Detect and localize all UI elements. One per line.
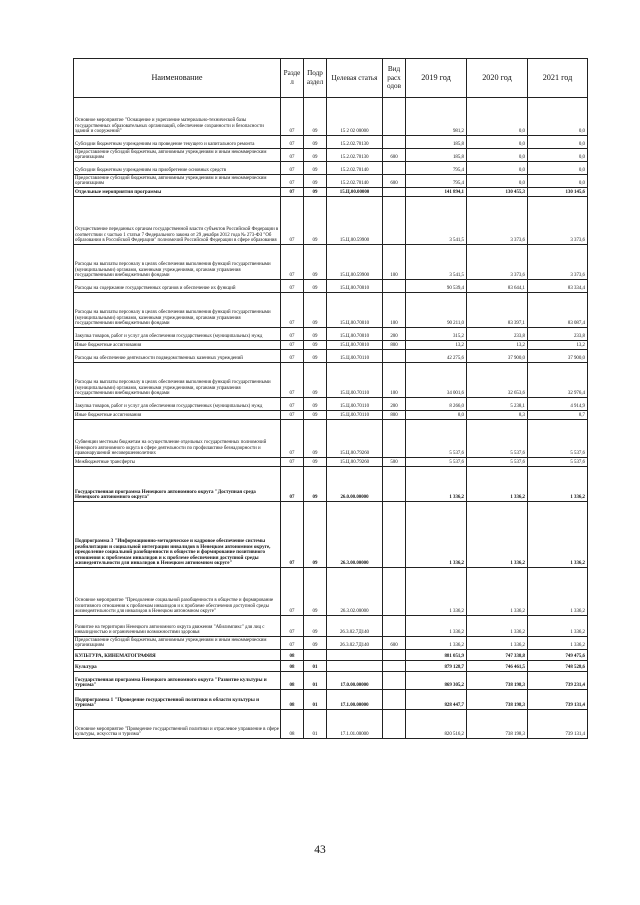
row-name-cell: Государственная программа Ненецкого автономного округа "Доступная среда Ненецкого автономного округа" [74,467,281,502]
row-section-cell: 07 [281,328,304,341]
row-2021-cell: 0,0 [528,98,588,136]
row-target-cell: 15.2.02.70130 [327,136,383,149]
row-expense-type-cell: 800 [383,411,406,420]
row-2021-cell: 13,2 [528,341,588,350]
row-name-cell: Субсидии бюджетным учреждениям на проведение текущего и капитального ремонта [74,136,281,149]
row-name-cell: Закупка товаров, работ и услуг для обеспечения государственных (муниципальных) нужд [74,328,281,341]
row-expense-type-cell [383,672,406,690]
row-2021-cell: 748 528,6 [528,661,588,672]
row-subsection-cell: 09 [304,350,327,363]
row-2021-cell: 1 336,2 [528,467,588,502]
table-row [74,458,588,467]
row-subsection-cell: 01 [304,672,327,690]
row-2020-cell: 5 537,6 [467,420,528,458]
row-2021-cell: 130 145,6 [528,188,588,197]
row-2021-cell: 0,0 [528,136,588,149]
row-expense-type-cell: 600 [383,149,406,162]
row-2020-cell: 0,0 [467,162,528,175]
row-expense-type-cell: 100 [383,293,406,328]
row-name-cell: Предоставление субсидий бюджетным, автономным учреждениям и иным некоммерческим организациям [74,175,281,188]
row-target-cell [327,661,383,672]
row-target-cell: 26.3.02.7Д140 [327,637,383,650]
row-2019-cell: 8,0 [406,411,467,420]
row-target-cell: 26.3.02.00000 [327,568,383,616]
budget-table-sheet [73,58,587,739]
row-subsection-cell: 09 [304,420,327,458]
row-subsection-cell [304,650,327,661]
row-2019-cell: 42 275,6 [406,350,467,363]
table-row [74,245,588,280]
row-2019-cell: 3 541,5 [406,245,467,280]
row-target-cell: 15.Ц.00.70010 [327,280,383,293]
row-subsection-cell: 09 [304,568,327,616]
row-2020-cell: 0,0 [467,149,528,162]
row-2019-cell: 5 537,6 [406,458,467,467]
table-row [74,467,588,502]
row-subsection-cell: 09 [304,188,327,197]
row-2019-cell: 1 336,2 [406,616,467,637]
table-row [74,328,588,341]
row-subsection-cell: 09 [304,98,327,136]
row-2020-cell: 8,3 [467,411,528,420]
table-row [74,637,588,650]
row-section-cell: 08 [281,650,304,661]
row-section-cell: 07 [281,420,304,458]
row-target-cell: 26.3.00.00000 [327,502,383,568]
row-name-cell: Расходы на содержание государственных органов и обеспечение их функций [74,280,281,293]
table-row [74,502,588,568]
row-name-cell: Субвенции местным бюджетам на осуществление отдельных государственных полномочий Ненецкого автономного округа в сфере деятельности по профилактике безнадзорности и правонарушений несовершеннолетних [74,420,281,458]
row-2020-cell: 5 238,1 [467,398,528,411]
row-section-cell: 07 [281,136,304,149]
row-2020-cell: 1 336,2 [467,568,528,616]
row-expense-type-cell [383,467,406,502]
row-2020-cell: 747 338,8 [467,650,528,661]
row-target-cell: 15.Ц.00.59900 [327,245,383,280]
row-name-cell: Осуществление переданных органам государственной власти субъектов Российской Федерации в соответствии с частью 1 статьи 7 Федерального закона от 29 декабря 2012 года № 273-ФЗ "Об образовании в Российской Федерации" полномочий Российской Федерации в сфере образования [74,197,281,245]
row-2019-cell: 879 128,7 [406,661,467,672]
row-2019-cell: 1 336,2 [406,467,467,502]
row-2019-cell: 315,2 [406,328,467,341]
table-row [74,280,588,293]
row-target-cell: 15.Ц.00.59900 [327,197,383,245]
row-expense-type-cell [383,650,406,661]
row-2021-cell: 37 900,0 [528,350,588,363]
table-row [74,411,588,420]
row-2019-cell: 795,4 [406,162,467,175]
row-section-cell: 07 [281,467,304,502]
row-expense-type-cell: 200 [383,328,406,341]
row-2019-cell: 34 001,6 [406,363,467,398]
row-expense-type-cell [383,136,406,149]
row-section-cell: 07 [281,188,304,197]
row-target-cell: 15.2.02.70140 [327,162,383,175]
row-expense-type-cell: 600 [383,637,406,650]
row-name-cell: Подпрограмма 3 "Информационно-методическое и кадровое обеспечение системы реабилитации и социальной интеграции инвалидов в Ненецком автономном округе, преодоление социальной разобщенности в обществе и формирование позитивного отношения к проблемам инвалидов и к проблеме обеспечения доступной среды жизнедеятельности для инвалидов в Ненецком автономном округе" [74,502,281,568]
row-2021-cell: 3 373,6 [528,245,588,280]
row-name-cell: Предоставление субсидий бюджетным, автономным учреждениям и иным некоммерческим организациям [74,637,281,650]
row-subsection-cell: 09 [304,136,327,149]
row-expense-type-cell: 100 [383,245,406,280]
row-target-cell: 15.Ц.00.70010 [327,293,383,328]
row-2021-cell: 1 336,2 [528,616,588,637]
row-section-cell: 07 [281,458,304,467]
row-2021-cell: 0,0 [528,162,588,175]
row-subsection-cell: 09 [304,341,327,350]
row-section-cell: 08 [281,661,304,672]
row-subsection-cell: 09 [304,458,327,467]
row-subsection-cell: 09 [304,197,327,245]
row-subsection-cell: 01 [304,661,327,672]
row-2019-cell: 185,8 [406,136,467,149]
col-header-target: Целевая статья [327,59,383,98]
row-2019-cell: 13,2 [406,341,467,350]
row-name-cell: Субсидии бюджетным учреждениям на приобретение основных средств [74,162,281,175]
table-header-row [74,59,588,98]
row-2020-cell: 1 336,2 [467,467,528,502]
row-subsection-cell: 09 [304,293,327,328]
table-row [74,293,588,328]
row-target-cell: 17.1.00.00000 [327,690,383,710]
row-section-cell: 07 [281,398,304,411]
row-name-cell: Межбюджетные трансферты [74,458,281,467]
row-target-cell: 15.Ц.00.70010 [327,328,383,341]
table-row [74,175,588,188]
row-section-cell: 07 [281,637,304,650]
row-name-cell: КУЛЬТУРА, КИНЕМАТОГРАФИЯ [74,650,281,661]
row-section-cell: 07 [281,502,304,568]
row-2019-cell: 869 305,2 [406,672,467,690]
table-row [74,710,588,739]
row-section-cell: 07 [281,280,304,293]
row-name-cell: Расходы на обеспечение деятельности подведомственных казенных учреждений [74,350,281,363]
col-header-subsection: Подр аздел [304,59,327,98]
row-expense-type-cell [383,690,406,710]
table-row [74,616,588,637]
row-2020-cell: 13,2 [467,341,528,350]
row-name-cell: Развитие на территории Ненецкого автономного округа движения "Абилимпикс" для лиц с инвалидностью и ограниченными возможностями здоровья [74,616,281,637]
row-2020-cell: 746 461,5 [467,661,528,672]
table-row [74,363,588,398]
row-subsection-cell: 01 [304,710,327,739]
row-2020-cell: 5 537,6 [467,458,528,467]
row-target-cell: 15.Ц.00.70110 [327,411,383,420]
row-section-cell: 07 [281,197,304,245]
row-2021-cell: 233,8 [528,328,588,341]
row-2020-cell: 1 336,2 [467,616,528,637]
row-name-cell: Иные бюджетные ассигнования [74,411,281,420]
row-subsection-cell: 09 [304,280,327,293]
row-2020-cell: 233,8 [467,328,528,341]
row-2021-cell: 1 336,2 [528,637,588,650]
row-subsection-cell: 09 [304,162,327,175]
row-expense-type-cell: 200 [383,398,406,411]
row-expense-type-cell [383,188,406,197]
row-section-cell: 07 [281,98,304,136]
row-section-cell: 07 [281,363,304,398]
row-2020-cell: 0,0 [467,136,528,149]
row-name-cell: Расходы на выплаты персоналу в целях обеспечения выполнения функций государственными (муниципальными) органами, казенными учреждениями, органами управления государственными внебюджетными фондами [74,363,281,398]
row-section-cell: 07 [281,350,304,363]
row-target-cell: 15.2.02.70130 [327,149,383,162]
row-name-cell: Иные бюджетные ассигнования [74,341,281,350]
row-expense-type-cell: 500 [383,458,406,467]
row-expense-type-cell [383,197,406,245]
row-2020-cell: 0,0 [467,98,528,136]
row-section-cell: 07 [281,149,304,162]
row-subsection-cell: 01 [304,690,327,710]
row-subsection-cell: 09 [304,637,327,650]
row-2019-cell: 828 447,7 [406,690,467,710]
row-name-cell: Расходы на выплаты персоналу в целях обеспечения выполнения функций государственными (муниципальными) органами, казенными учреждениями, органами управления государственными внебюджетными фондами [74,293,281,328]
row-2020-cell: 1 336,2 [467,637,528,650]
row-section-cell: 07 [281,175,304,188]
table-row [74,136,588,149]
row-target-cell: 15.Ц.00.00000 [327,188,383,197]
row-2019-cell: 8 266,0 [406,398,467,411]
row-2021-cell: 0,0 [528,149,588,162]
col-header-2020: 2020 год [467,59,528,98]
row-expense-type-cell: 600 [383,175,406,188]
row-name-cell: Закупка товаров, работ и услуг для обеспечения государственных (муниципальных) нужд [74,398,281,411]
col-header-expense-type: Вид расх одов [383,59,406,98]
row-target-cell: 15.Ц.00.70110 [327,398,383,411]
row-target-cell: 26.3.02.7Д140 [327,616,383,637]
table-row [74,568,588,616]
row-2020-cell: 738 198,3 [467,690,528,710]
row-name-cell: Подпрограмма 1 "Проведение государственной политики в области культуры и туризма" [74,690,281,710]
row-subsection-cell: 09 [304,398,327,411]
row-section-cell: 07 [281,162,304,175]
row-2020-cell: 738 198,3 [467,672,528,690]
row-2019-cell: 1 336,2 [406,568,467,616]
col-header-name: Наименование [74,59,281,98]
row-subsection-cell: 09 [304,363,327,398]
row-name-cell: Отдельные мероприятия программы [74,188,281,197]
row-name-cell: Основное мероприятие "Оснащение и укрепление материально-технической базы государственных образовательных организаций, обеспечение сохранности и безопасности зданий и сооружений" [74,98,281,136]
row-2020-cell: 83 644,1 [467,280,528,293]
row-2021-cell: 739 131,4 [528,690,588,710]
row-expense-type-cell: 100 [383,363,406,398]
row-expense-type-cell [383,162,406,175]
col-header-2021: 2021 год [528,59,588,98]
row-2019-cell: 5 537,6 [406,420,467,458]
row-2021-cell: 739 131,4 [528,710,588,739]
row-2020-cell: 83 397,1 [467,293,528,328]
row-target-cell: 15.Ц.00.79260 [327,420,383,458]
row-section-cell: 07 [281,341,304,350]
row-2020-cell: 3 373,6 [467,197,528,245]
row-section-cell: 08 [281,672,304,690]
row-2020-cell: 32 653,6 [467,363,528,398]
table-row [74,162,588,175]
row-name-cell: Культура [74,661,281,672]
row-section-cell: 07 [281,568,304,616]
table-body [74,98,588,739]
table-row [74,341,588,350]
row-section-cell: 07 [281,245,304,280]
row-name-cell: Основное мероприятие "Преодоление социальной разобщенности в обществе и формирование позитивного отношения к проблемам инвалидов и к проблеме обеспечения доступной среды жизнедеятельности для инвалидов в Ненецком автономном округе" [74,568,281,616]
row-2021-cell: 1 336,2 [528,568,588,616]
budget-table [73,58,588,739]
row-2019-cell: 185,8 [406,149,467,162]
row-section-cell: 08 [281,690,304,710]
row-expense-type-cell [383,420,406,458]
row-subsection-cell: 09 [304,616,327,637]
row-2019-cell: 90 539,4 [406,280,467,293]
row-2019-cell: 820 516,2 [406,710,467,739]
row-2019-cell: 1 336,2 [406,502,467,568]
row-subsection-cell: 09 [304,467,327,502]
row-2019-cell: 90 211,0 [406,293,467,328]
row-2020-cell: 130 455,3 [467,188,528,197]
row-target-cell: 15.2.02.70140 [327,175,383,188]
row-2020-cell: 738 198,3 [467,710,528,739]
row-expense-type-cell [383,661,406,672]
row-2021-cell: 3 373,6 [528,197,588,245]
row-target-cell: 15.Ц.00.70010 [327,341,383,350]
table-row [74,197,588,245]
row-subsection-cell: 09 [304,149,327,162]
row-2021-cell: 0,0 [528,175,588,188]
row-target-cell: 15.Ц.00.70110 [327,363,383,398]
row-target-cell: 26.0.00.00000 [327,467,383,502]
row-2021-cell: 83 087,4 [528,293,588,328]
row-subsection-cell: 09 [304,175,327,188]
row-target-cell: 15 2 02 00000 [327,98,383,136]
row-section-cell: 07 [281,411,304,420]
row-expense-type-cell [383,568,406,616]
row-2019-cell: 981,2 [406,98,467,136]
table-row [74,690,588,710]
row-2020-cell: 37 900,0 [467,350,528,363]
row-section-cell: 08 [281,710,304,739]
row-2021-cell: 5 537,6 [528,458,588,467]
row-2021-cell: 8,7 [528,411,588,420]
row-section-cell: 07 [281,616,304,637]
row-target-cell [327,650,383,661]
table-row [74,350,588,363]
row-expense-type-cell [383,280,406,293]
row-2021-cell: 1 336,2 [528,502,588,568]
row-2019-cell: 1 336,2 [406,637,467,650]
row-name-cell: Основное мероприятие "Проведение государственной политики и отраслевое управление в сфере культуры, искусства и туризма" [74,710,281,739]
row-2020-cell: 1 336,2 [467,502,528,568]
row-2019-cell: 3 541,5 [406,197,467,245]
row-expense-type-cell [383,98,406,136]
row-2020-cell: 0,0 [467,175,528,188]
row-subsection-cell: 09 [304,328,327,341]
row-subsection-cell: 09 [304,502,327,568]
row-name-cell: Расходы на выплаты персоналу в целях обеспечения выполнения функций государственными (муниципальными) органами, казенными учреждениями, органами управления государственными внебюджетными фондами [74,245,281,280]
row-expense-type-cell: 800 [383,341,406,350]
row-expense-type-cell [383,502,406,568]
row-target-cell: 17.0.00.00000 [327,672,383,690]
row-2020-cell: 3 373,6 [467,245,528,280]
row-2021-cell: 4 914,9 [528,398,588,411]
table-row [74,420,588,458]
row-subsection-cell: 09 [304,411,327,420]
table-row [74,149,588,162]
table-row [74,661,588,672]
row-2019-cell: 881 051,9 [406,650,467,661]
table-row [74,98,588,136]
row-expense-type-cell [383,710,406,739]
row-2021-cell: 739 231,4 [528,672,588,690]
row-expense-type-cell [383,350,406,363]
row-2021-cell: 83 334,4 [528,280,588,293]
table-row [74,398,588,411]
row-target-cell: 17.1.01.00000 [327,710,383,739]
table-row [74,188,588,197]
row-2019-cell: 141 894,1 [406,188,467,197]
table-row [74,650,588,661]
table-row [74,672,588,690]
row-subsection-cell: 09 [304,245,327,280]
row-expense-type-cell [383,616,406,637]
row-name-cell: Государственная программа Ненецкого автономного округа "Развитие культуры и туризма" [74,672,281,690]
row-target-cell: 15.Ц.00.79260 [327,458,383,467]
row-section-cell: 07 [281,293,304,328]
col-header-section: Разде л [281,59,304,98]
col-header-2019: 2019 год [406,59,467,98]
row-2021-cell: 749 475,6 [528,650,588,661]
row-target-cell: 15.Ц.00.70110 [327,350,383,363]
row-2019-cell: 795,4 [406,175,467,188]
page-number: 43 [314,844,326,856]
row-2021-cell: 5 537,6 [528,420,588,458]
row-name-cell: Предоставление субсидий бюджетным, автономным учреждениям и иным некоммерческим организациям [74,149,281,162]
row-2021-cell: 32 976,4 [528,363,588,398]
